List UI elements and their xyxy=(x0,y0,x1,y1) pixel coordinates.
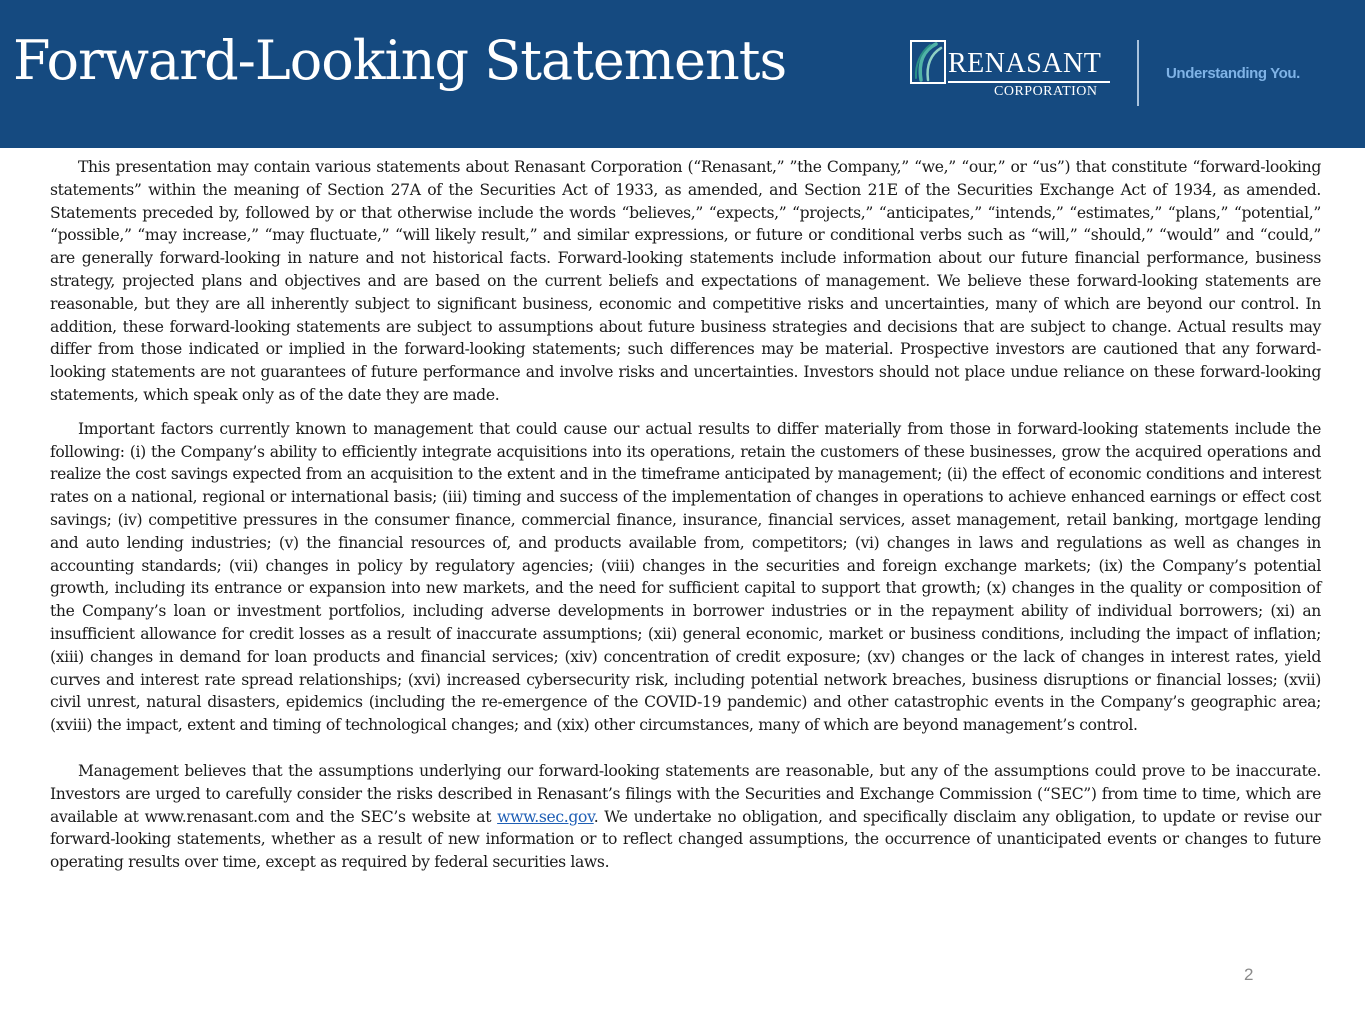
paragraph-risk-factors: Important factors currently known to management that could cause our actual results to differ materially from those in forward-looking statements include the following: (i) the Company’s ability to efficiently integrate acquisitions into its operations, retain the customers of these businesses, grow the acquired operations and realize the cost savings expected from an acquisition to the extent and in the timeframe anticipated by management; (ii) the effect of economic conditions and interest rates on a national, regional or international basis; (iii) timing and success of the implementation of changes in operations to achieve enhanced earnings or effect cost savings; (iv) competitive pressures in the consumer finance, commercial finance, insurance, financial services, asset management, retail banking, mortgage lending and auto lending industries; (v) the financial resources of, and products available from, competitors; (vi) changes in laws and regulations as well as changes in accounting standards; (vii) changes in policy by regulatory agencies; (viii) changes in the securities and foreign exchange markets; (ix) the Company’s potential growth, including its entrance or expansion into new markets, and the need for sufficient capital to support that growth; (x) changes in the quality or composition of the Company’s loan or investment portfolios, including adverse developments in borrower industries or in the repayment ability of individual borrowers; (xi) an insufficient allowance for credit losses as a result of inaccurate assumptions; (xii) general economic, market or business conditions, including the impact of inflation; (xiii) changes in demand for loan products and financial services; (xiv) concentration of credit exposure; (xv) changes or the lack of changes in interest rates, yield curves and interest rate spread relationships; (xvi) increased cybersecurity risk, including potential network breaches, business disruptions or financial losses; (xvii) civil unrest, natural disasters, epidemics (including the re-emergence of the COVID-19 pandemic) and other catastrophic events in the Company’s geographic area; (xviii) the impact, extent and timing of technological changes; and (xix) other circumstances, many of which are beyond management’s control. xyxy=(50,419,1321,735)
paragraph-management-text-1: Management believes that the assumptions underlying our forward-looking statements are reasonable, but any of the assumptions could prove to be inaccurate. Investors are urged to carefully consider the risks described in Renasant’s filings with the Securities and Exchange Commission (“SEC”) from time to time, which are available at www.renasant.com and the SEC’s website at xyxy=(50,761,1321,826)
page-title: Forward-Looking Statements xyxy=(13,29,787,92)
logo-underline xyxy=(948,81,1110,83)
paragraph-intro: This presentation may contain various statements about Renasant Corporation (“Renasant,” ”the Company,” “we,” “our,” or “us”) that constitute “forward-looking statements” within the meaning of Section 27A of the Securities Act of 1933, as amended, and Section 21E of the Securities Exchange Act of 1934, as amended. Statements preceded by, followed by or that otherwise include the words “believes,” “expects,” “projects,” “anticipates,” “intends,” “estimates,” “plans,” “potential,” “possible,” “may increase,” “may fluctuate,” “will likely result,” and similar expressions, or future or conditional verbs such as “will,” “should,” “would” and “could,” are generally forward-looking in nature and not historical facts. Forward-looking statements include information about our future financial performance, business strategy, projected plans and objectives and are based on the current beliefs and expectations of management. We believe these forward-looking statements are reasonable, but they are all inherently subject to significant business, economic and competitive risks and uncertainties, many of which are beyond our control. In addition, these forward-looking statements are subject to assumptions about future business strategies and decisions that are subject to change. Actual results may differ from those indicated or implied in the forward-looking statements; such differences may be material. Prospective investors are cautioned that any forward-looking statements are not guarantees of future performance and involve risks and uncertainties. Investors should not place undue reliance on these forward-looking statements, which speak only as of the date they are made. xyxy=(50,158,1321,404)
paragraph-management xyxy=(50,760,1321,874)
renasant-leaf-icon xyxy=(910,40,946,84)
logo-wordmark: RENASANT xyxy=(948,48,1102,79)
paragraph-management-text-2: . We undertake no obligation, and specifically disclaim any obligation, to update or revise our forward-looking statements, whether as a result of new information or to reflect changed assumptions, the occurrence of unanticipated events or changes to future operating results over time, except as required by federal securities laws. xyxy=(50,807,1321,872)
disclaimer-body xyxy=(50,156,1321,874)
renasant-logo xyxy=(908,38,1118,104)
tagline: Understanding You. xyxy=(1166,65,1300,82)
page-number: 2 xyxy=(1244,965,1254,984)
header-bar xyxy=(0,0,1365,148)
logo-subtitle: CORPORATION xyxy=(994,84,1098,99)
header-divider xyxy=(1137,40,1139,106)
sec-website-link[interactable]: www.sec.gov xyxy=(497,807,594,826)
